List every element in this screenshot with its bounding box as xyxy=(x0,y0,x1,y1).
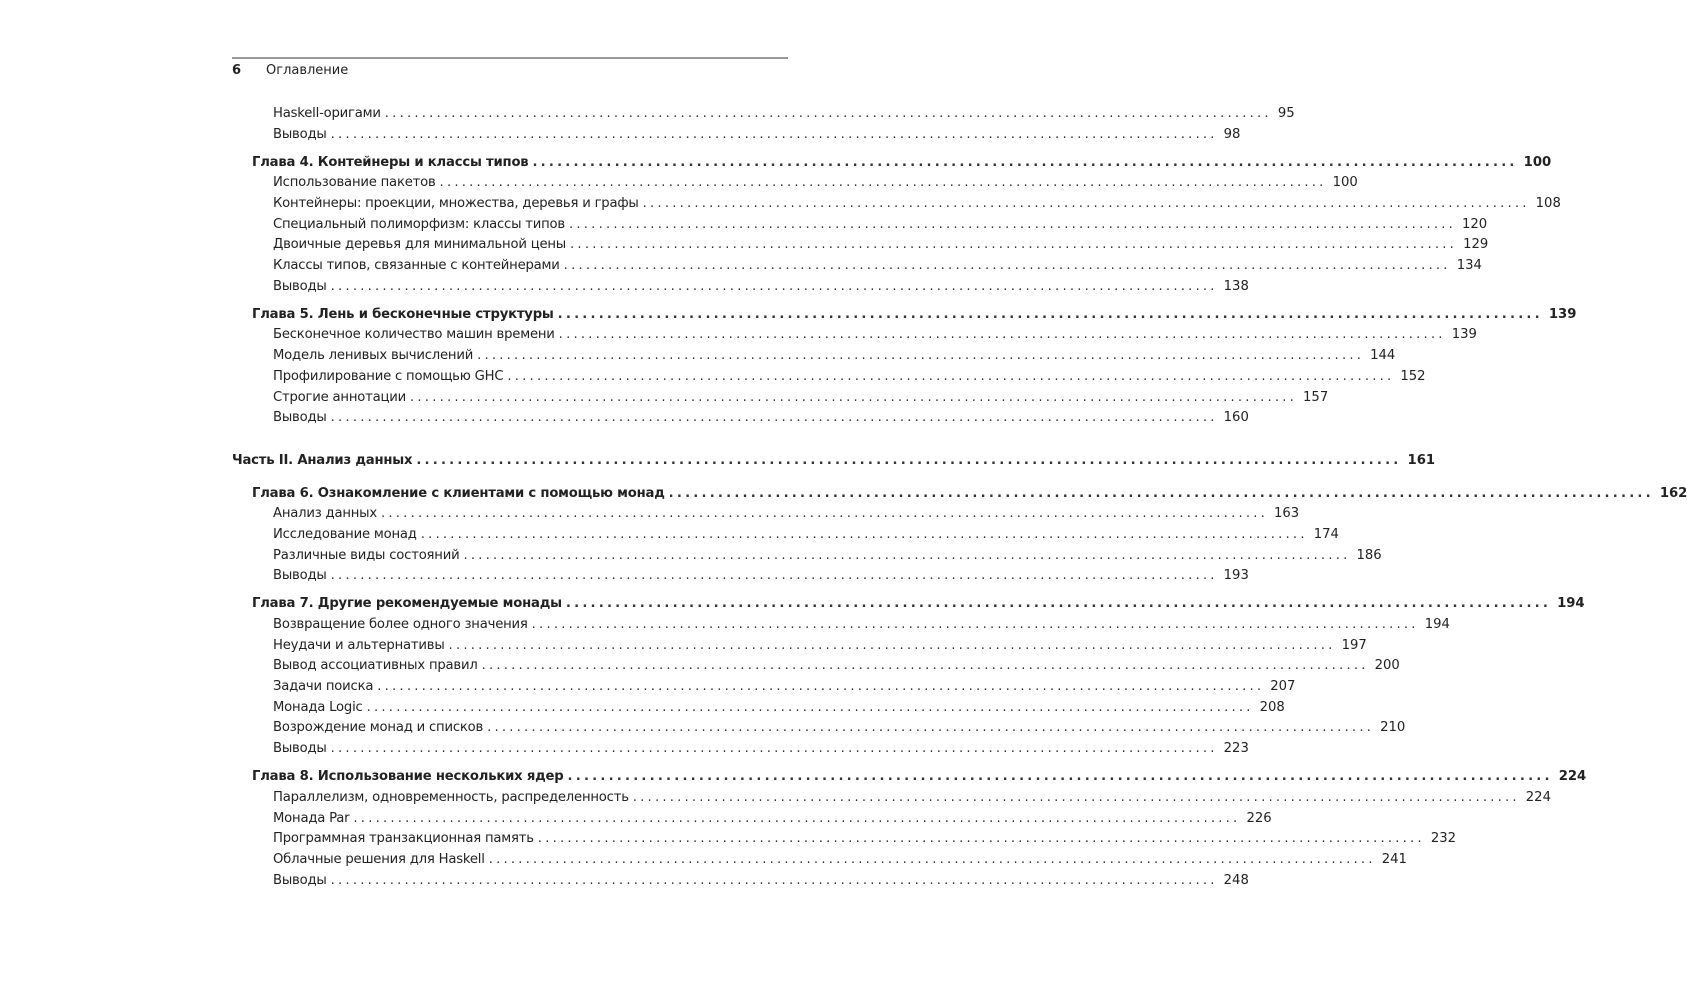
toc-section-entry[interactable] xyxy=(232,525,1339,546)
entry-title: Монада Par xyxy=(273,810,350,826)
dot-leader: ........................................................................................................................ xyxy=(448,637,1336,653)
entry-title: Выводы xyxy=(273,872,327,888)
dot-leader: ........................................................................................................................ xyxy=(477,348,1365,364)
toc-section-entry[interactable] xyxy=(232,718,1406,739)
dot-leader: ........................................................................................................................ xyxy=(353,810,1241,826)
dot-leader: ........................................................................................................................ xyxy=(381,506,1269,522)
toc-section-entry[interactable] xyxy=(232,871,1249,892)
dot-leader: ........................................................................................................................ xyxy=(330,741,1218,757)
entry-title: Глава 8. Использование нескольких ядер xyxy=(252,769,564,785)
dot-leader: ........................................................................................................................ xyxy=(558,327,1446,343)
entry-page-number: 134 xyxy=(1456,258,1482,274)
entry-title: Выводы xyxy=(273,126,327,142)
dot-leader: ........................................................................................................................ xyxy=(410,389,1298,405)
dot-leader: ........................................................................................................................ xyxy=(563,258,1451,274)
entry-title: Выводы xyxy=(273,278,327,294)
toc-section-entry[interactable] xyxy=(232,615,1450,636)
entry-page-number: 163 xyxy=(1274,506,1300,522)
toc-section-entry[interactable] xyxy=(232,698,1285,719)
toc-section-entry[interactable] xyxy=(232,325,1477,346)
entry-page-number: 162 xyxy=(1659,485,1687,501)
toc-section-entry[interactable] xyxy=(232,194,1561,215)
table-of-contents xyxy=(232,104,1687,891)
dot-leader: ........................................................................................................................ xyxy=(330,278,1218,294)
entry-title: Вывод ассоциативных правил xyxy=(273,658,478,674)
dot-leader: ........................................................................................................................ xyxy=(632,789,1520,805)
toc-section-entry[interactable] xyxy=(232,408,1249,429)
toc-section-entry[interactable] xyxy=(232,809,1272,830)
entry-page-number: 193 xyxy=(1223,568,1249,584)
entry-page-number: 224 xyxy=(1558,769,1587,785)
entry-page-number: 108 xyxy=(1535,196,1561,212)
entry-title: Использование пакетов xyxy=(273,175,436,191)
toc-section-entry[interactable] xyxy=(232,788,1551,809)
entry-title: Глава 7. Другие рекомендуемые монады xyxy=(252,596,562,612)
dot-leader: ........................................................................................................................ xyxy=(330,872,1218,888)
toc-section-entry[interactable] xyxy=(232,850,1407,871)
entry-page-number: 129 xyxy=(1463,237,1489,253)
dot-leader: ........................................................................................................................ xyxy=(488,851,1376,867)
dot-leader: ........................................................................................................................ xyxy=(668,485,1654,501)
entry-page-number: 157 xyxy=(1303,389,1329,405)
toc-section-entry[interactable] xyxy=(232,656,1400,677)
entry-title: Параллелизм, одновременность, распределенность xyxy=(273,789,629,805)
entry-title: Бесконечное количество машин времени xyxy=(273,327,555,343)
dot-leader: ........................................................................................................................ xyxy=(439,175,1327,191)
toc-part-entry[interactable] xyxy=(232,451,1436,472)
toc-section-entry[interactable] xyxy=(232,173,1358,194)
toc-section-entry[interactable] xyxy=(232,346,1396,367)
dot-leader: ........................................................................................................................ xyxy=(463,547,1351,563)
entry-title: Исследование монад xyxy=(273,526,417,542)
running-header xyxy=(232,63,348,78)
toc-section-entry[interactable] xyxy=(232,739,1249,760)
entry-title: Глава 4. Контейнеры и классы типов xyxy=(252,154,529,170)
toc-section-entry[interactable] xyxy=(232,125,1241,146)
entry-page-number: 100 xyxy=(1332,175,1358,191)
entry-page-number: 98 xyxy=(1223,126,1241,142)
entry-title: Облачные решения для Haskell xyxy=(273,851,485,867)
entry-page-number: 241 xyxy=(1381,851,1407,867)
entry-page-number: 200 xyxy=(1374,658,1400,674)
entry-page-number: 139 xyxy=(1451,327,1477,343)
toc-section-entry[interactable] xyxy=(232,277,1249,298)
toc-section-entry[interactable] xyxy=(232,636,1367,657)
entry-page-number: 194 xyxy=(1424,617,1450,633)
dot-leader: ........................................................................................................................ xyxy=(570,237,1458,253)
entry-page-number: 197 xyxy=(1341,637,1367,653)
entry-title: Неудачи и альтернативы xyxy=(273,637,445,653)
dot-leader: ........................................................................................................................ xyxy=(416,452,1402,468)
toc-section-entry[interactable] xyxy=(232,388,1329,409)
dot-leader: ........................................................................................................................ xyxy=(487,720,1375,736)
entry-title: Монада Logic xyxy=(273,699,363,715)
entry-page-number: 100 xyxy=(1523,154,1552,170)
entry-title: Выводы xyxy=(273,568,327,584)
entry-page-number: 210 xyxy=(1380,720,1406,736)
entry-title: Двоичные деревья для минимальной цены xyxy=(273,237,567,253)
dot-leader: ........................................................................................................................ xyxy=(384,106,1272,121)
dot-leader: ........................................................................................................................ xyxy=(330,126,1218,142)
dot-leader: ........................................................................................................................ xyxy=(565,596,1552,612)
entry-page-number: 232 xyxy=(1430,831,1456,847)
entry-title: Глава 5. Лень и бесконечные структуры xyxy=(252,306,554,322)
dot-leader: ........................................................................................................................ xyxy=(420,526,1308,542)
entry-title: Программная транзакционная память xyxy=(273,831,534,847)
header-rule xyxy=(232,57,788,59)
entry-page-number: 120 xyxy=(1462,216,1488,232)
entry-page-number: 248 xyxy=(1223,872,1249,888)
dot-leader: ........................................................................................................................ xyxy=(377,679,1265,695)
entry-page-number: 194 xyxy=(1557,596,1585,612)
toc-section-entry[interactable] xyxy=(232,104,1295,125)
dot-leader: ........................................................................................................................ xyxy=(567,769,1553,785)
entry-title: Модель ленивых вычислений xyxy=(273,348,474,364)
entry-page-number: 139 xyxy=(1548,306,1577,322)
entry-title: Возвращение более одного значения xyxy=(273,617,528,633)
dot-leader: ........................................................................................................................ xyxy=(330,410,1218,426)
dot-leader: ........................................................................................................................ xyxy=(532,154,1518,170)
entry-page-number: 152 xyxy=(1400,368,1426,384)
entry-page-number: 174 xyxy=(1313,526,1339,542)
toc-chapter-entry[interactable] xyxy=(232,153,1552,174)
entry-title: Задачи поиска xyxy=(273,679,374,695)
toc-section-entry[interactable] xyxy=(232,256,1482,277)
entry-title: Выводы xyxy=(273,741,327,757)
toc-section-entry[interactable] xyxy=(232,566,1249,587)
entry-title: Контейнеры: проекции, множества, деревья и графы xyxy=(273,196,639,212)
dot-leader: ........................................................................................................................ xyxy=(507,368,1395,384)
toc-chapter-entry[interactable] xyxy=(232,594,1585,615)
page-number: 6 xyxy=(232,63,242,78)
entry-title: Глава 6. Ознакомление с клиентами с помощью монад xyxy=(252,485,665,501)
entry-page-number: 223 xyxy=(1223,741,1249,757)
toc-section-entry[interactable] xyxy=(232,235,1489,256)
entry-title: Профилирование с помощью GHC xyxy=(273,368,504,384)
toc-section-entry[interactable] xyxy=(232,504,1300,525)
entry-title: Различные виды состояний xyxy=(273,547,460,563)
entry-page-number: 144 xyxy=(1370,348,1396,364)
entry-page-number: 208 xyxy=(1259,699,1285,715)
entry-page-number: 138 xyxy=(1223,278,1249,294)
entry-title: Haskell-оригами xyxy=(273,106,381,121)
dot-leader: ........................................................................................................................ xyxy=(330,568,1218,584)
toc-section-entry[interactable] xyxy=(232,215,1488,236)
toc-section-entry[interactable] xyxy=(232,546,1382,567)
dot-leader: ........................................................................................................................ xyxy=(366,699,1254,715)
entry-page-number: 226 xyxy=(1246,810,1272,826)
entry-page-number: 161 xyxy=(1407,452,1436,468)
entry-title: Строгие аннотации xyxy=(273,389,407,405)
toc-section-entry[interactable] xyxy=(232,677,1296,698)
entry-page-number: 186 xyxy=(1356,547,1382,563)
entry-title: Анализ данных xyxy=(273,506,377,522)
toc-section-entry[interactable] xyxy=(232,367,1426,388)
dot-leader: ........................................................................................................................ xyxy=(642,196,1530,212)
entry-page-number: 207 xyxy=(1270,679,1296,695)
toc-chapter-entry[interactable] xyxy=(232,484,1687,505)
toc-chapter-entry[interactable] xyxy=(232,305,1577,326)
entry-page-number: 160 xyxy=(1223,410,1249,426)
entry-title: Классы типов, связанные с контейнерами xyxy=(273,258,560,274)
entry-title: Часть II. Анализ данных xyxy=(232,452,413,468)
running-title: Оглавление xyxy=(266,63,349,78)
dot-leader: ........................................................................................................................ xyxy=(531,617,1419,633)
dot-leader: ........................................................................................................................ xyxy=(569,216,1457,232)
entry-title: Возрождение монад и списков xyxy=(273,720,484,736)
dot-leader: ........................................................................................................................ xyxy=(481,658,1369,674)
toc-chapter-entry[interactable] xyxy=(232,767,1587,788)
dot-leader: ........................................................................................................................ xyxy=(537,831,1425,847)
toc-section-entry[interactable] xyxy=(232,829,1456,850)
entry-page-number: 95 xyxy=(1277,106,1295,121)
entry-title: Специальный полиморфизм: классы типов xyxy=(273,216,565,232)
entry-title: Выводы xyxy=(273,410,327,426)
entry-page-number: 224 xyxy=(1525,789,1551,805)
dot-leader: ........................................................................................................................ xyxy=(557,306,1543,322)
